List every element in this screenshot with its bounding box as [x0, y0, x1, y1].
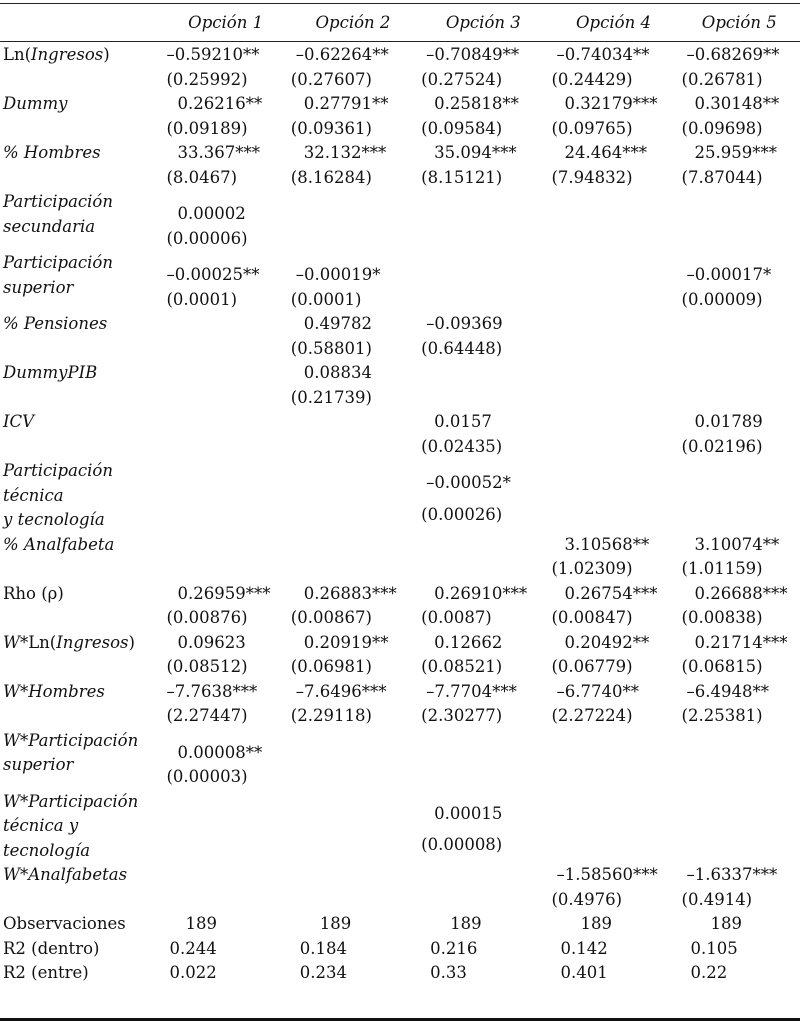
coef-cell: 0.25818**: [434, 94, 519, 113]
coef-cell: –1.6337***: [686, 865, 778, 884]
table-row: [0, 582, 800, 607]
table-row: [0, 141, 800, 166]
coef-cell: 0.26688***: [694, 583, 788, 603]
se-cell: (0.0001): [166, 289, 238, 309]
row-label: Dummy: [3, 94, 68, 113]
coef-cell: 0.08834: [303, 363, 373, 382]
table-header-row: [0, 3, 800, 43]
coef-cell: [418, 251, 548, 288]
se-cell: (0.06981): [290, 657, 372, 676]
se-cell: (0.4976): [551, 889, 623, 909]
coef-cell: [288, 410, 418, 435]
coef-cell: 0.27791**: [303, 94, 389, 113]
se-cell: (0.27607): [290, 69, 372, 89]
row-label: W*Participación superior: [3, 730, 139, 774]
se-cell: [418, 288, 548, 313]
stats-value: 189: [185, 914, 217, 933]
coef-cell: –0.00052*: [426, 473, 511, 492]
coef-cell: 0.30148**: [694, 94, 780, 113]
coef-cell: –6.7740**: [556, 681, 639, 701]
coef-cell: 0.20492**: [564, 632, 650, 652]
se-cell: [548, 386, 678, 411]
se-cell: (0.00026): [421, 504, 503, 524]
se-cell: [679, 833, 800, 863]
se-cell: [163, 503, 287, 533]
se-cell: (0.25992): [166, 69, 248, 89]
se-cell: [679, 765, 800, 790]
coef-cell: 0.01789: [694, 412, 763, 431]
se-cell: (0.24429): [551, 69, 633, 89]
stats-value: 189: [580, 914, 612, 933]
se-cell: [163, 833, 287, 863]
coef-cell: –0.09369: [426, 314, 503, 333]
coef-cell: –0.62264**: [295, 45, 389, 64]
se-cell: (8.0467): [166, 167, 238, 187]
coef-cell: –7.6496***: [295, 681, 387, 701]
table-row: [0, 251, 800, 288]
coef-cell: [679, 729, 800, 766]
coef-cell: 0.21714***: [694, 632, 788, 652]
se-cell: (1.02309): [551, 559, 633, 578]
coef-cell: 0.0157: [434, 412, 492, 431]
header-opcion-5: Opción 5: [701, 12, 777, 32]
coef-cell: [548, 251, 678, 288]
stats-value: 0.184: [299, 938, 348, 958]
se-cell: (0.06779): [551, 657, 633, 676]
se-cell: [163, 337, 287, 362]
row-label: Participación superior: [3, 253, 113, 297]
se-cell: (0.27524): [421, 69, 503, 89]
coef-cell: [679, 190, 800, 227]
coef-cell: –0.68269**: [686, 45, 780, 64]
row-label: W*Participación técnica y tecnología: [3, 791, 139, 860]
header-opcion-3: Opción 3: [445, 12, 521, 32]
coef-cell: [288, 190, 418, 227]
coef-cell: 0.26959***: [177, 583, 271, 603]
coef-cell: [548, 190, 678, 227]
coef-cell: –0.70849**: [426, 45, 520, 64]
coef-cell: [163, 312, 287, 337]
coef-cell: [163, 790, 287, 834]
se-cell: [679, 386, 800, 411]
coef-cell: [548, 790, 678, 834]
se-cell: (0.02435): [421, 436, 503, 456]
coef-cell: 33.367***: [177, 143, 260, 162]
stats-value: 0.105: [690, 938, 738, 958]
stats-label: R2 (dentro): [3, 938, 100, 958]
header-opcion-4: Opción 4: [576, 12, 651, 32]
stats-value: 0.216: [430, 938, 478, 958]
coef-cell: –7.7704***: [426, 681, 517, 701]
se-cell: (0.00847): [551, 608, 633, 627]
coef-cell: 35.094***: [434, 143, 517, 162]
se-cell: (0.26781): [681, 69, 763, 89]
se-cell: (0.09189): [166, 118, 248, 138]
se-cell: [288, 557, 418, 582]
coef-cell: 0.09623: [177, 632, 246, 652]
se-cell: (8.15121): [421, 167, 503, 187]
regression-table: [0, 3, 800, 986]
coef-cell: –0.74034**: [556, 45, 650, 64]
row-label: ICV: [3, 412, 35, 431]
stats-value: 189: [450, 914, 482, 933]
coef-cell: [163, 459, 287, 503]
se-cell: [163, 888, 287, 913]
coef-cell: 0.49782: [303, 314, 373, 333]
table-row: [0, 190, 800, 227]
stats-row: [0, 937, 800, 962]
se-cell: [548, 503, 678, 533]
se-cell: [163, 557, 287, 582]
coef-cell: –7.7638***: [166, 681, 258, 701]
coef-cell: –0.59210**: [166, 45, 260, 64]
coef-cell: 0.00015: [434, 803, 503, 823]
stats-value: 189: [319, 914, 352, 933]
coef-cell: 0.00008**: [177, 742, 263, 762]
stats-value: 0.401: [560, 963, 608, 982]
se-cell: [679, 503, 800, 533]
se-cell: (0.09698): [681, 118, 763, 138]
se-cell: (0.00009): [681, 289, 763, 309]
coef-cell: –0.00017*: [686, 265, 772, 284]
table-row: [0, 361, 800, 386]
se-cell: [418, 227, 548, 252]
se-cell: (0.0001): [290, 289, 362, 309]
se-cell: (0.00008): [421, 835, 503, 855]
se-cell: (2.27447): [166, 706, 248, 725]
coef-cell: [548, 312, 678, 337]
coef-cell: –1.58560***: [556, 865, 658, 884]
table-row: [0, 533, 800, 558]
se-cell: [418, 765, 548, 790]
coef-cell: [163, 863, 287, 888]
se-cell: (0.09584): [421, 118, 503, 138]
se-cell: (0.08512): [166, 657, 248, 676]
coef-cell: [418, 533, 548, 558]
table-bottom-rule: [0, 1018, 800, 1021]
coef-cell: [418, 190, 548, 227]
se-cell: [679, 337, 800, 362]
se-cell: [163, 386, 287, 411]
se-cell: (7.94832): [551, 167, 633, 187]
se-cell: (2.30277): [421, 706, 503, 725]
se-cell: (0.64448): [421, 338, 503, 358]
table-row: [0, 631, 800, 656]
se-cell: (2.29118): [290, 706, 372, 725]
se-cell: [548, 337, 678, 362]
row-label: % Hombres: [3, 143, 101, 162]
coef-cell: [163, 361, 287, 386]
se-cell: [548, 288, 678, 313]
row-label: % Pensiones: [3, 314, 108, 333]
stats-label: Observaciones: [3, 914, 126, 933]
table-row: [0, 680, 800, 705]
table-row: [0, 92, 800, 117]
coef-cell: [288, 533, 418, 558]
se-cell: (0.06815): [681, 657, 763, 676]
row-label: Rho (ρ): [3, 583, 64, 603]
se-cell: (2.27224): [551, 706, 633, 725]
se-cell: [548, 435, 678, 460]
se-cell: [548, 765, 678, 790]
row-label: % Analfabeta: [3, 534, 115, 554]
se-cell: (8.16284): [290, 167, 372, 187]
se-cell: (0.09361): [290, 118, 372, 138]
se-cell: (0.09765): [551, 118, 633, 138]
coef-cell: [679, 790, 800, 834]
stats-value: 0.22: [690, 963, 728, 982]
se-cell: [418, 888, 548, 913]
coef-cell: [548, 361, 678, 386]
se-cell: (0.00876): [166, 608, 248, 627]
coef-cell: [163, 533, 287, 558]
stats-row: [0, 912, 800, 937]
table-row: [0, 312, 800, 337]
table-row: [0, 729, 800, 766]
coef-cell: 0.12662: [434, 632, 503, 652]
coef-cell: 0.20919**: [303, 632, 389, 652]
se-cell: (0.00838): [681, 608, 763, 627]
se-cell: [418, 386, 548, 411]
se-cell: [418, 557, 548, 582]
coef-cell: [288, 790, 418, 834]
stats-value: 0.33: [430, 963, 467, 982]
coef-cell: [418, 863, 548, 888]
row-label: W*Analfabetas: [3, 865, 128, 884]
se-cell: [288, 503, 418, 533]
table-row: [0, 410, 800, 435]
row-label: Ln(Ingresos): [3, 45, 110, 64]
stats-value: 0.244: [169, 938, 217, 958]
coef-cell: [548, 410, 678, 435]
se-cell: (0.00006): [166, 228, 248, 248]
se-cell: (2.25381): [681, 706, 763, 725]
se-cell: (0.0087): [421, 608, 492, 627]
coef-cell: 0.26883***: [303, 583, 397, 603]
table-row: [0, 863, 800, 888]
coef-cell: [163, 410, 287, 435]
coef-cell: [288, 863, 418, 888]
header-opcion-1: Opción 1: [188, 12, 264, 32]
se-cell: (0.02196): [681, 436, 763, 456]
se-cell: (0.00003): [166, 767, 248, 786]
coef-cell: [418, 361, 548, 386]
row-label: Participación secundaria: [3, 192, 113, 236]
header-opcion-2: Opción 2: [315, 12, 391, 32]
se-cell: [679, 227, 800, 252]
coef-cell: [679, 361, 800, 386]
row-label: W*Ln(Ingresos): [3, 632, 135, 652]
table-row: [0, 43, 800, 68]
se-cell: [288, 888, 418, 913]
se-cell: (7.87044): [681, 167, 763, 187]
se-cell: [288, 435, 418, 460]
se-cell: (0.08521): [421, 657, 503, 676]
coef-cell: [679, 312, 800, 337]
table-row: [0, 459, 800, 503]
coef-cell: 0.32179***: [564, 94, 658, 113]
row-label: DummyPIB: [3, 363, 98, 382]
se-cell: (1.01159): [681, 559, 763, 578]
se-cell: [548, 833, 678, 863]
stats-value: 0.022: [169, 963, 217, 982]
table-body: [0, 43, 800, 986]
table-row: [0, 790, 800, 834]
row-label: W*Hombres: [3, 681, 105, 701]
coef-cell: 24.464***: [564, 143, 647, 162]
stats-label: R2 (entre): [3, 963, 89, 982]
coef-cell: –6.4948**: [686, 681, 769, 701]
se-cell: [288, 833, 418, 863]
coef-cell: 0.00002: [177, 204, 246, 223]
se-cell: (0.00867): [290, 608, 372, 627]
coef-cell: [288, 729, 418, 766]
coef-cell: 0.26754***: [564, 583, 658, 603]
se-cell: (0.4914): [681, 889, 753, 909]
stats-value: 189: [710, 914, 743, 933]
coef-cell: [548, 459, 678, 503]
coef-cell: 3.10568**: [564, 534, 650, 554]
row-label: Participación técnica y tecnología: [3, 461, 113, 529]
stats-value: 0.142: [560, 938, 608, 958]
se-cell: [288, 765, 418, 790]
header-empty: [0, 3, 163, 43]
stats-value: 0.234: [299, 963, 348, 982]
coef-cell: 0.26216**: [177, 94, 263, 113]
stats-row: [0, 961, 800, 986]
coef-cell: [679, 459, 800, 503]
coef-cell: [548, 729, 678, 766]
se-cell: [548, 227, 678, 252]
se-cell: [163, 435, 287, 460]
coef-cell: 3.10074**: [694, 534, 780, 554]
se-cell: [288, 227, 418, 252]
se-cell: (0.21739): [290, 387, 372, 407]
coef-cell: [288, 459, 418, 503]
coef-cell: 0.26910***: [434, 583, 528, 603]
se-cell: (0.58801): [290, 338, 372, 358]
coef-cell: 25.959***: [694, 143, 777, 162]
coef-cell: –0.00019*: [295, 265, 381, 284]
coef-cell: –0.00025**: [166, 265, 260, 284]
coef-cell: [418, 729, 548, 766]
coef-cell: 32.132***: [303, 143, 387, 162]
